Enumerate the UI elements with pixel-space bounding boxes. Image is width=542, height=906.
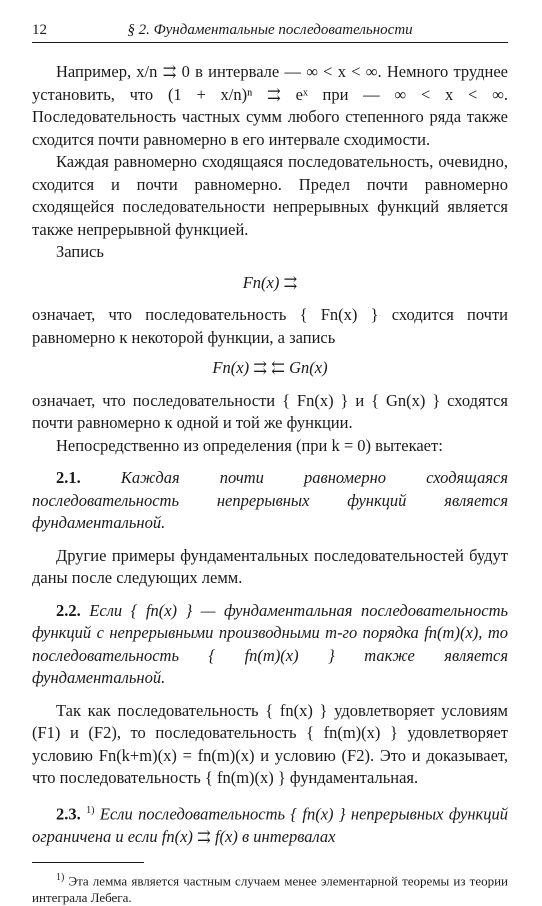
- formula-2: Fn(x) ⇉ ⇇ Gn(x): [212, 358, 328, 377]
- footnote-divider: [32, 862, 144, 863]
- paragraph-8: Так как последовательность { fn(x) } удовлетворяет условиям (F1) и (F2), то последовательность { fn(m)(x) } удовлетворяет условию Fn(k+m)(x) = fn(m)(x) и условию (F2). Это и доказывает, что последовательность { fn(m)(x) } фундаментальная.: [32, 700, 508, 787]
- footnote-mark: 1): [56, 872, 65, 883]
- statement-2-2: [32, 600, 508, 690]
- body-text: [32, 61, 508, 906]
- footnote: [32, 869, 508, 906]
- statement-text: Если последовательность { fn(x) } непрерывных функций ограничена и если fn(x) ⇉ f(x) в интервалах: [32, 804, 509, 846]
- page-number: 12: [32, 22, 47, 38]
- statement-number: 2.3.: [56, 804, 81, 823]
- statement-number: 2.1.: [56, 468, 81, 487]
- paragraph-2: Каждая равномерно сходящаяся последовательность, очевидно, сходится и почти равномерно. Предел почти равномерно сходящейся последовательности непрерывных функций является также непрерывной функцией.: [32, 152, 508, 239]
- footnote-ref: 1): [86, 804, 95, 816]
- statement-text: Каждая почти равномерно сходящаяся последовательность непрерывных функций является фундаментальной.: [32, 468, 509, 532]
- statement-2-3: [32, 800, 508, 849]
- footnote-text: Эта лемма является частным случаем менее элементарной теоремы из теории интеграла Лебега.: [32, 873, 509, 906]
- formula-1: Fn(x) ⇉: [242, 272, 298, 292]
- paragraph-6: Непосредственно из определения (при k = 0) вытекает:: [56, 435, 443, 455]
- paragraph-7: Другие примеры фундаментальных последовательностей будут даны после следующих лемм.: [32, 545, 508, 587]
- statement-number: 2.2.: [56, 600, 81, 620]
- paragraph-1: Например, x/n ⇉ 0 в интервале — ∞ < x < ∞. Немного труднее установить, что (1 + x/n)ⁿ ⇉ eˣ при — ∞ < x < ∞. Последовательность частных сумм любого степенного ряда также сходится почти равномерно в его интервале сходимости.: [32, 62, 508, 149]
- paragraph-3: Запись: [56, 242, 104, 261]
- paragraph-4: означает, что последовательность { Fn(x) } сходится почти равномерно к некоторой функции, а запись: [32, 305, 508, 347]
- statement-text: Если { fn(x) } — фундаментальная последовательность функций с непрерывными производными m-го порядка fn(m)(x), то последовательность { fn(m)(x) } также является фундаментальной.: [32, 600, 508, 687]
- statement-2-1: [32, 467, 508, 535]
- page-header: [32, 22, 508, 43]
- running-title: § 2. Фундаментальные последовательности: [127, 22, 413, 38]
- paragraph-5: означает, что последовательности { Fn(x) } и { Gn(x) } сходятся почти равномерно к одной и той же функции.: [32, 390, 508, 432]
